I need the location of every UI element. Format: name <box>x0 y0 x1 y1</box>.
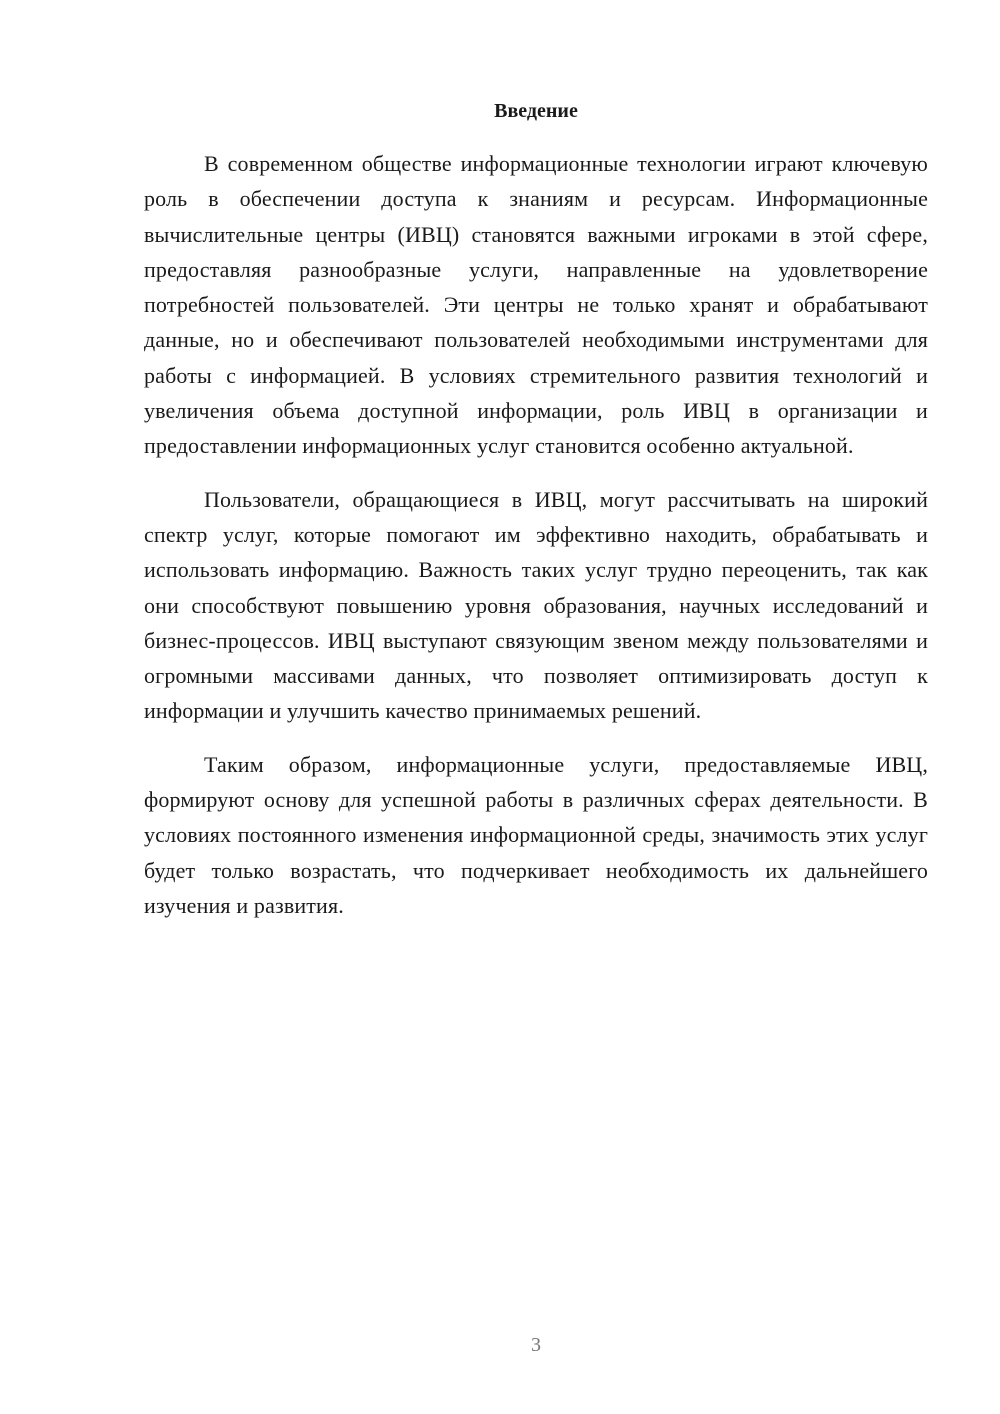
section-heading: Введение <box>494 100 578 122</box>
page-content <box>144 94 928 941</box>
paragraph-2: Пользователи, обращающиеся в ИВЦ, могут рассчитывать на широкий спектр услуг, которые помогают им эффективно находить, обрабатывать и использовать информацию. Важность таких услуг трудно переоценить, так как они способствуют повышению уровня образования, научных исследований и бизнес-процессов. ИВЦ выступают связующим звеном между пользователями и огромными массивами данных, что позволяет оптимизировать доступ к информации и улучшить качество принимаемых решений. <box>144 486 928 724</box>
paragraph-1: В современном обществе информационные технологии играют ключевую роль в обеспечении доступа к знаниям и ресурсам. Информационные вычислительные центры (ИВЦ) становятся важными игроками в этой сфере, предоставляя разнообразные услуги, направленные на удовлетворение потребностей пользователей. Эти центры не только хранят и обрабатывают данные, но и обеспечивают пользователей необходимыми инструментами для работы с информацией. В условиях стремительного развития технологий и увеличения объема доступной информации, роль ИВЦ в организации и предоставлении информационных услуг становится особенно актуальной. <box>144 151 928 459</box>
page-number: 3 <box>531 1334 541 1356</box>
paragraph-3: Таким образом, информационные услуги, предоставляемые ИВЦ, формируют основу для успешной работы в различных сферах деятельности. В условиях постоянного изменения информационной среды, значимость этих услуг будет только возрастать, что подчеркивает необходимость их дальнейшего изучения и развития. <box>144 751 928 918</box>
